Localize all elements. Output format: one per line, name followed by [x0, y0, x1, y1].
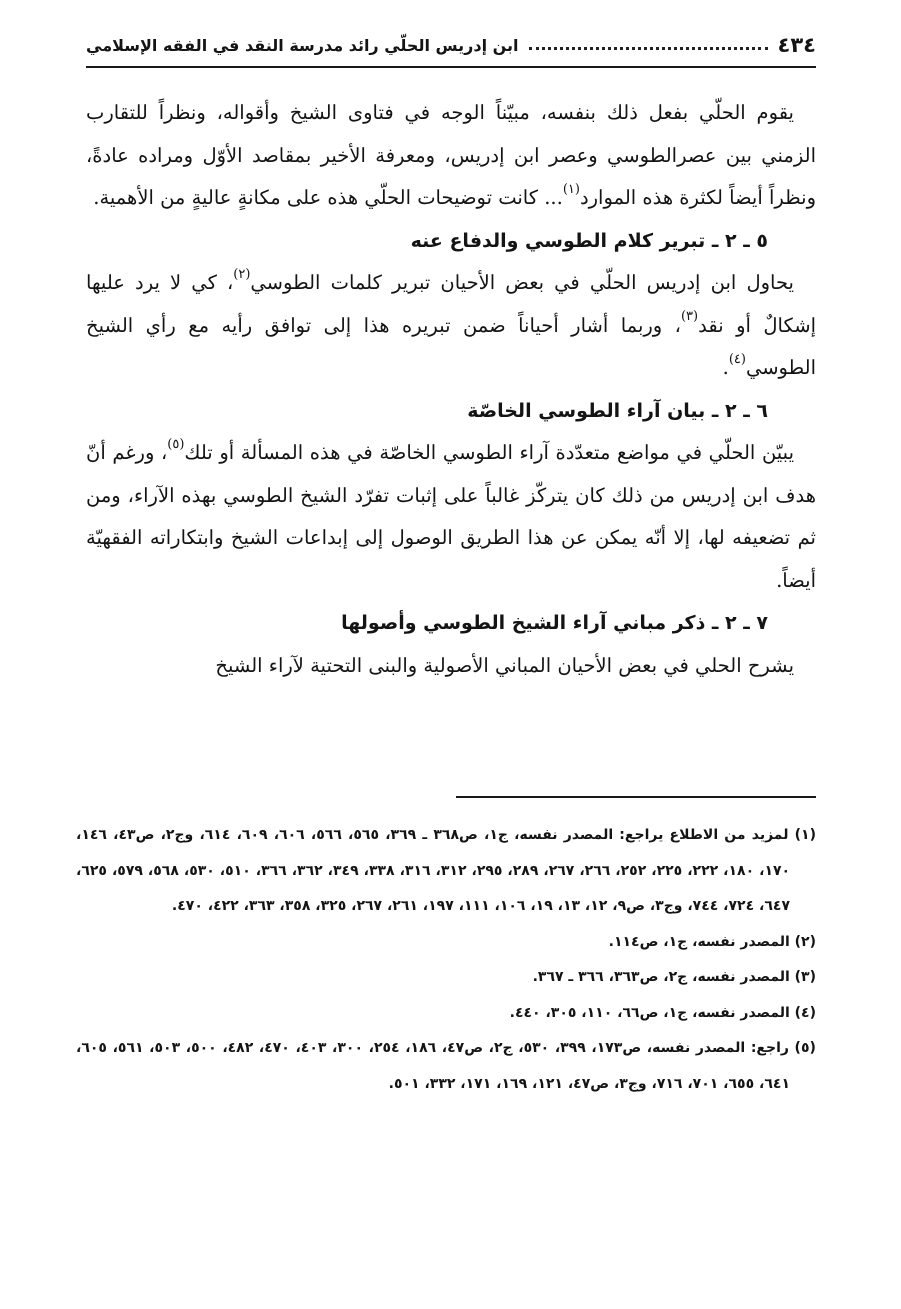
section-heading-7: ٧ ـ ٢ ـ ذكر مباني آراء الشيخ الطوسي وأصولها — [341, 612, 768, 634]
footnote-ref-3[interactable]: (٣) — [680, 309, 699, 324]
footnote-4: (٤) المصدر نفسه، ج١، ص٦٦، ١١٠، ٣٠٥، ٤٤٠. — [509, 1004, 816, 1021]
dotted-leader — [529, 47, 768, 50]
paragraph-2 — [86, 262, 816, 390]
paragraph-3-text-b: ، ورغم أنّ هدف ابن إدريس من ذلك كان يتركّز غالباً على إثبات تفرّد الشيخ الطوسي بهذه الآراء، ومن ثم تضعيفه لها، إلا أنّه يمكن عن هذا الطريق الوصول إلى إبداعات الشيخ وابتكاراته الفقهيّة أيضاً. — [86, 441, 816, 592]
footnote-2: (٢) المصدر نفسه، ج١، ص١١٤. — [608, 933, 816, 950]
footnote-ref-4[interactable]: (٤) — [728, 351, 746, 367]
header-rule — [86, 66, 816, 68]
section-heading-6: ٦ ـ ٢ ـ بيان آراء الطوسي الخاصّة — [467, 399, 768, 422]
page-header — [86, 28, 816, 62]
paragraph-2-text-b: ، كي لا يرد عليها إشكالٌ أو نقد — [86, 271, 816, 337]
footnote-ref-5[interactable]: (٥) — [167, 436, 185, 452]
paragraph-2-text-d: . — [722, 356, 729, 379]
paragraph-3-text-a: يبيّن الحلّي في مواضع متعدّدة آراء الطوسي الخاصّة في هذه المسألة أو تلك — [184, 441, 794, 464]
paragraph-2-text-c: ، وربما أشار أحياناً ضمن تبريره هذا إلى توافق رأيه مع رأي الشيخ الطوسي — [86, 313, 816, 379]
paragraph-3 — [86, 432, 816, 602]
paragraph-1-text-b: ... كانت توضيحات الحلّي هذه على مكانةٍ عاليةٍ من الأهمية. — [93, 186, 563, 209]
footnote-5: (٥) راجع: المصدر نفسه، ص١٧٣، ٣٩٩، ٥٣٠، ج٢، ص٤٧، ١٨٦، ٢٥٤، ٣٠٠، ٤٠٣، ٤٧٠، ٤٨٢، ٥٠٠، ٥٠٣، ٥٦١، ٦٠٥، ٦٤١، ٦٥٥، ٧٠١، ٧١٦، وج٣، ص٤٧، ١٢١، ١٦٩، ١٧١، ٣٣٢، ٥٠١. — [76, 1040, 816, 1092]
paragraph-4: يشرح الحلي في بعض الأحيان المباني الأصولية والبنى التحتية لآراء الشيخ — [215, 653, 794, 677]
footnote-3: (٣) المصدر نفسه، ج٢، ص٣٦٣، ٣٦٦ ـ ٣٦٧. — [532, 969, 816, 985]
main-text — [86, 92, 816, 687]
footnote-separator — [456, 796, 816, 798]
footnotes — [76, 818, 816, 1102]
running-title: ابن إدريس الحلّي رائد مدرسة النقد في الفقه الإسلامي — [86, 35, 519, 55]
footnote-1: (١) لمزيد من الاطلاع يراجع: المصدر نفسه، ج١، ص٣٦٨ ـ ٣٦٩، ٥٦٥، ٥٦٦، ٦٠٦، ٦٠٩، ٦١٤، وج٢، ص٤٣، ١٤٦، ١٧٠، ١٨٠، ٢٢٢، ٢٢٥، ٢٥٢، ٢٦٦، ٢٦٧، ٢٨٩، ٢٩٥، ٣١٢، ٣١٦، ٣٣٨، ٣٤٩، ٣٦٢، ٣٦٦، ٥١٠، ٥٣٠، ٥٦٨، ٥٧٩، ٦٢٥، ٦٤٧، ٧٢٤، ٧٤٤، وج٣، ص٩، ١٢، ١٣، ١٩، ١٠٦، ١١١، ١٩٧، ٢٦١، ٢٦٧، ٣٢٥، ٣٥٨، ٣٦٣، ٤٢٢، ٤٧٠. — [76, 827, 816, 914]
footnote-ref-1[interactable]: (١) — [562, 181, 580, 197]
page-number: ٤٣٤ — [777, 33, 816, 57]
footnote-ref-2[interactable]: (٢) — [233, 266, 251, 282]
paragraph-1-text-a: يقوم الحلّي بفعل ذلك بنفسه، مبيّناً الوجه في فتاوى الشيخ وأقواله، ونظراً للتقارب الزمني بين عصرالطوسي وعصر ابن إدريس، ومعرفة الأخير بمقاصد الأوّل ومراده عادةً، ونظراً أيضاً لكثرة هذه الموارد — [86, 101, 816, 209]
paragraph-1 — [86, 92, 816, 220]
section-heading-5: ٥ ـ ٢ ـ تبرير كلام الطوسي والدفاع عنه — [410, 229, 768, 252]
paragraph-2-text-a: يحاول ابن إدريس الحلّي في بعض الأحيان تبرير كلمات الطوسي — [250, 271, 794, 294]
